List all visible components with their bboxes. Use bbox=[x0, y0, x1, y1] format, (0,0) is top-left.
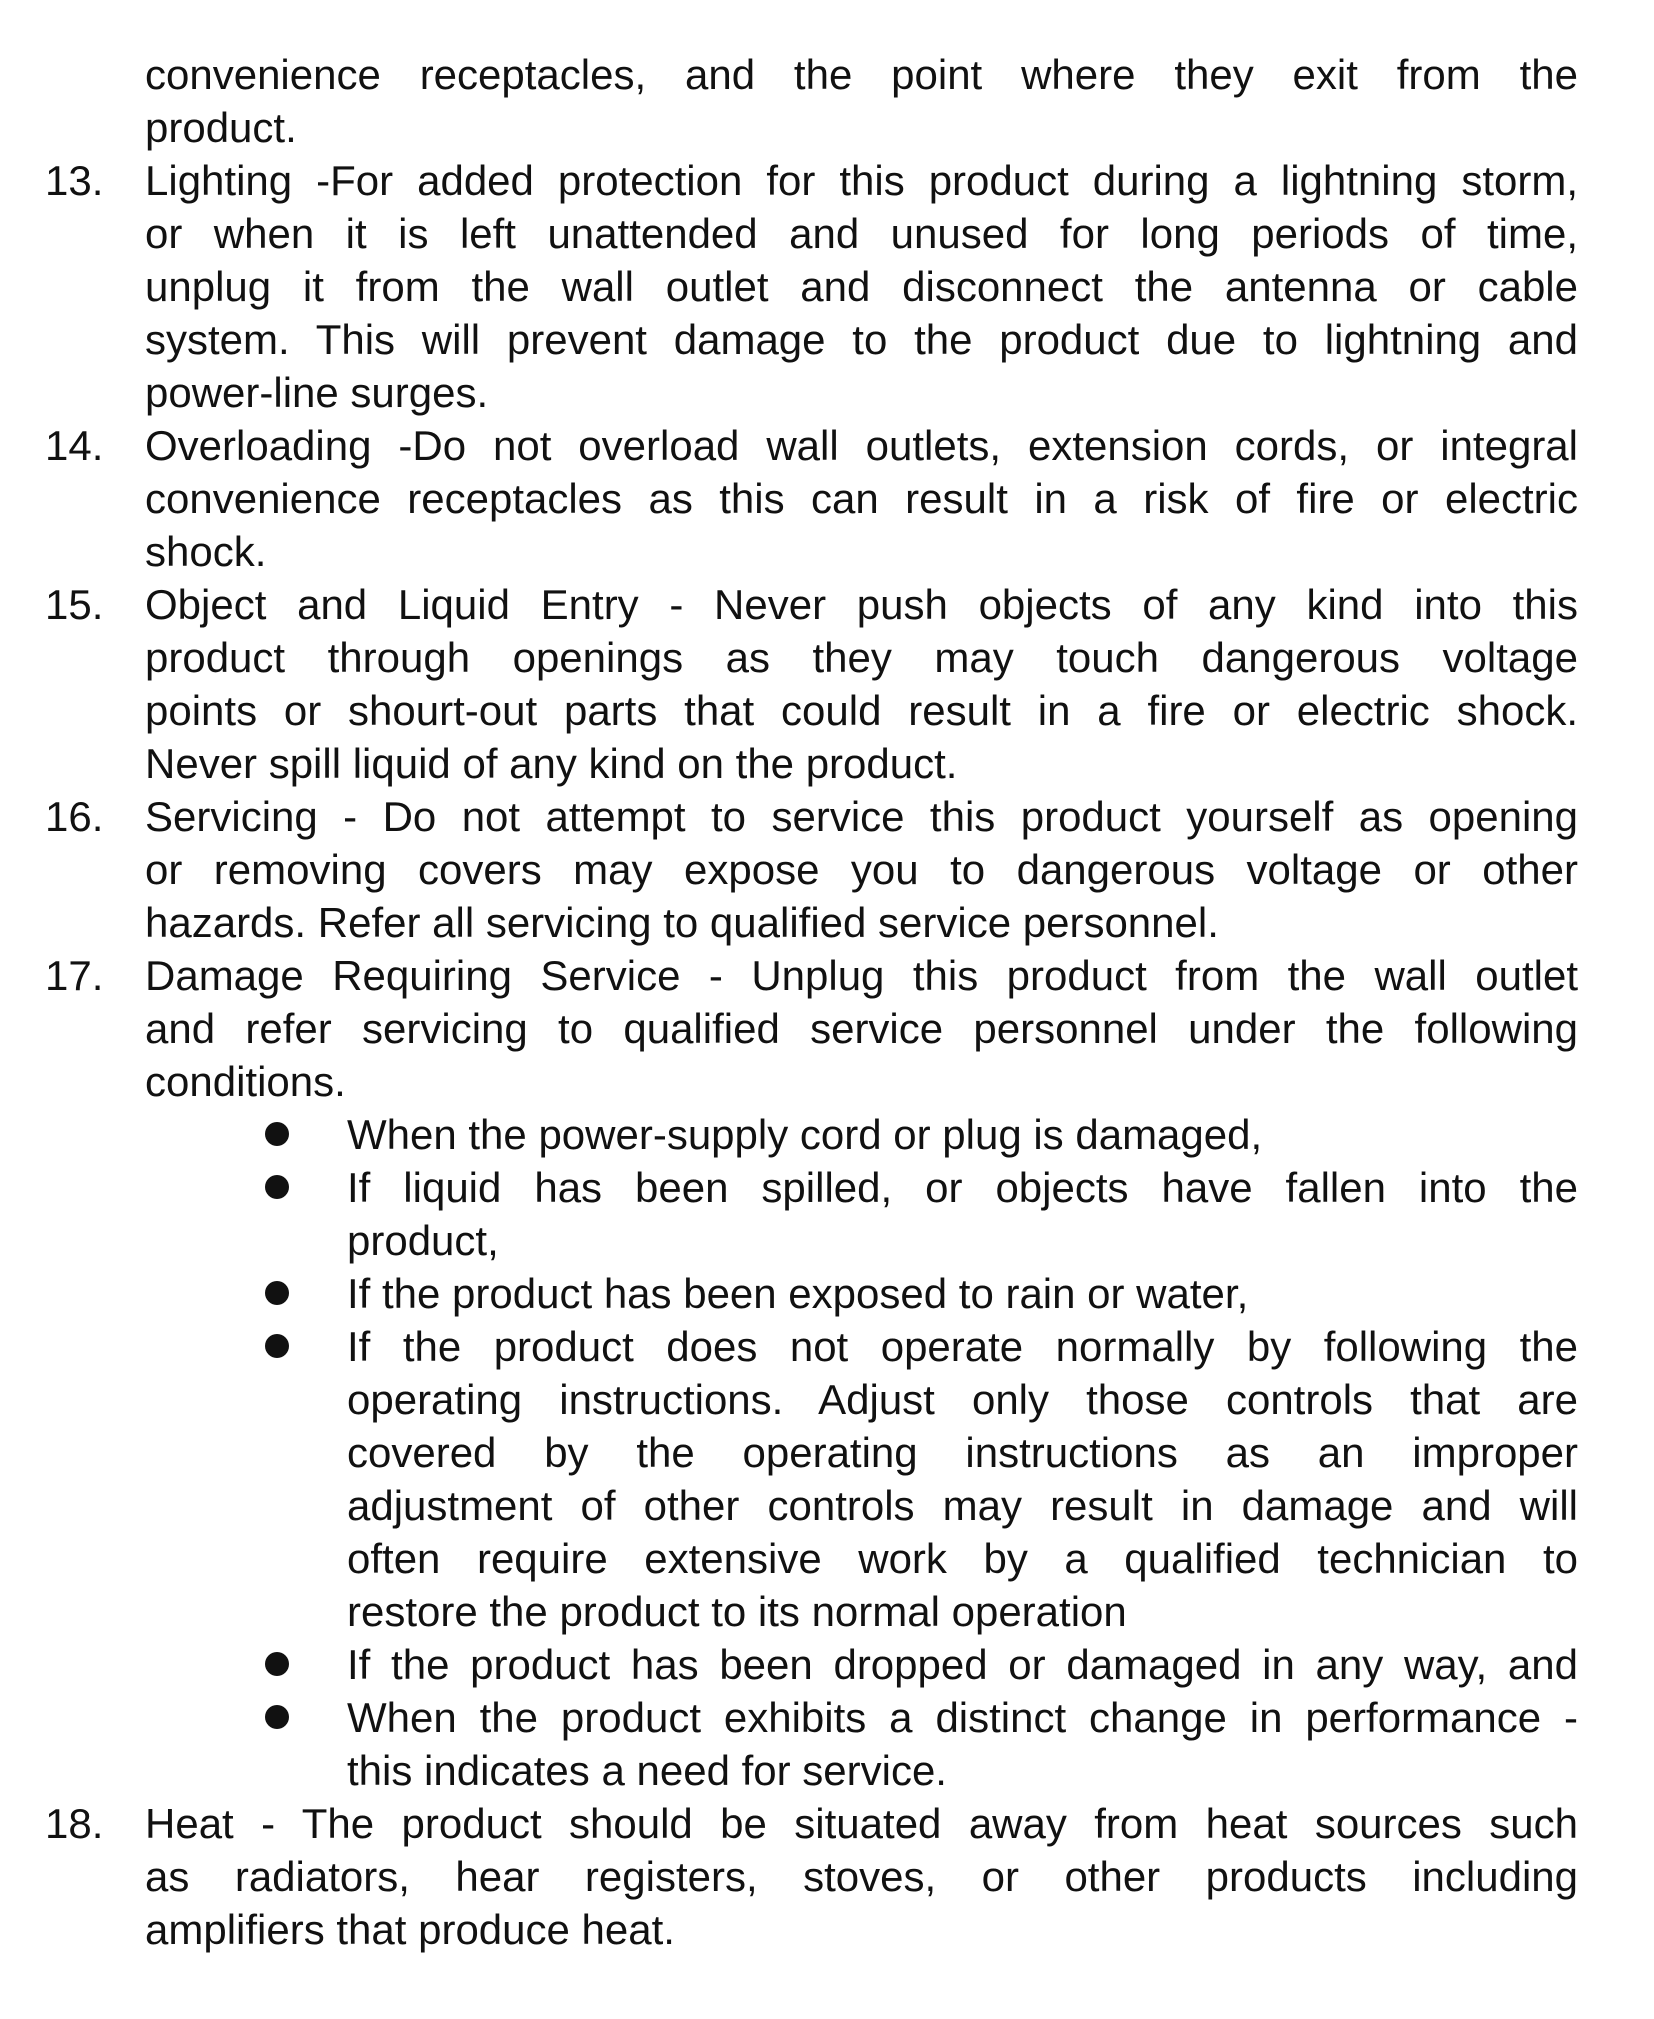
text-line: unplug it from the wall outlet and disconnect the antenna or cable bbox=[145, 263, 1578, 310]
text-line: or removing covers may expose you to dangerous voltage or other bbox=[145, 846, 1578, 893]
item-number: 15. bbox=[45, 581, 104, 628]
bullet-text: If the product does not operate normally by following the bbox=[347, 1323, 1578, 1370]
text-line: Object and Liquid Entry - Never push objects of any kind into this bbox=[145, 581, 1578, 628]
bullet-text: often require extensive work by a qualified technician to bbox=[347, 1535, 1578, 1582]
text-line: Damage Requiring Service - Unplug this product from the wall outlet bbox=[145, 952, 1578, 999]
text-line: or when it is left unattended and unused for long periods of time, bbox=[145, 210, 1578, 257]
text-line: hazards. Refer all servicing to qualified service personnel. bbox=[145, 899, 1219, 946]
text-line: product. bbox=[145, 104, 297, 151]
text-line: points or shourt-out parts that could result in a fire or electric shock. bbox=[145, 687, 1578, 734]
bullet-text: restore the product to its normal operation bbox=[347, 1588, 1127, 1635]
text-line: conditions. bbox=[145, 1058, 346, 1105]
text-line: shock. bbox=[145, 528, 267, 575]
text-line: convenience receptacles as this can result in a risk of fire or electric bbox=[145, 475, 1578, 522]
bullet-icon bbox=[265, 1122, 289, 1146]
text-line: convenience receptacles, and the point where they exit from the bbox=[145, 51, 1578, 98]
bullet-text: If the product has been exposed to rain or water, bbox=[347, 1270, 1249, 1317]
item-number: 13. bbox=[45, 157, 104, 204]
bullet-text: If liquid has been spilled, or objects have fallen into the bbox=[347, 1164, 1578, 1211]
bullet-text: When the power-supply cord or plug is damaged, bbox=[347, 1111, 1263, 1158]
bullet-text: product, bbox=[347, 1217, 499, 1264]
text-line: Overloading -Do not overload wall outlets, extension cords, or integral bbox=[145, 422, 1578, 469]
text-line: amplifiers that produce heat. bbox=[145, 1906, 675, 1953]
bullet-icon bbox=[265, 1652, 289, 1676]
bullet-text: If the product has been dropped or damaged in any way, and bbox=[347, 1641, 1578, 1688]
text-line: Never spill liquid of any kind on the product. bbox=[145, 740, 958, 787]
item-number: 17. bbox=[45, 952, 104, 999]
bullet-icon bbox=[265, 1175, 289, 1199]
bullet-text: covered by the operating instructions as an improper bbox=[347, 1429, 1578, 1476]
text-line: and refer servicing to qualified service personnel under the following bbox=[145, 1005, 1578, 1052]
item-number: 16. bbox=[45, 793, 104, 840]
text-line: power-line surges. bbox=[145, 369, 489, 416]
bullet-icon bbox=[265, 1334, 289, 1358]
bullet-icon bbox=[265, 1281, 289, 1305]
bullet-icon bbox=[265, 1705, 289, 1729]
item-number: 18. bbox=[45, 1800, 104, 1847]
item-number: 14. bbox=[45, 422, 104, 469]
bullet-text: adjustment of other controls may result in damage and will bbox=[347, 1482, 1578, 1529]
bullet-text: When the product exhibits a distinct change in performance - bbox=[347, 1694, 1578, 1741]
text-line: Heat - The product should be situated away from heat sources such bbox=[145, 1800, 1578, 1847]
bullet-text: this indicates a need for service. bbox=[347, 1747, 947, 1794]
text-line: as radiators, hear registers, stoves, or other products including bbox=[145, 1853, 1578, 1900]
text-line: Servicing - Do not attempt to service this product yourself as opening bbox=[145, 793, 1578, 840]
text-line: system. This will prevent damage to the product due to lightning and bbox=[145, 316, 1578, 363]
text-line: product through openings as they may touch dangerous voltage bbox=[145, 634, 1578, 681]
text-line: Lighting -For added protection for this product during a lightning storm, bbox=[145, 157, 1578, 204]
bullet-text: operating instructions. Adjust only those controls that are bbox=[347, 1376, 1578, 1423]
